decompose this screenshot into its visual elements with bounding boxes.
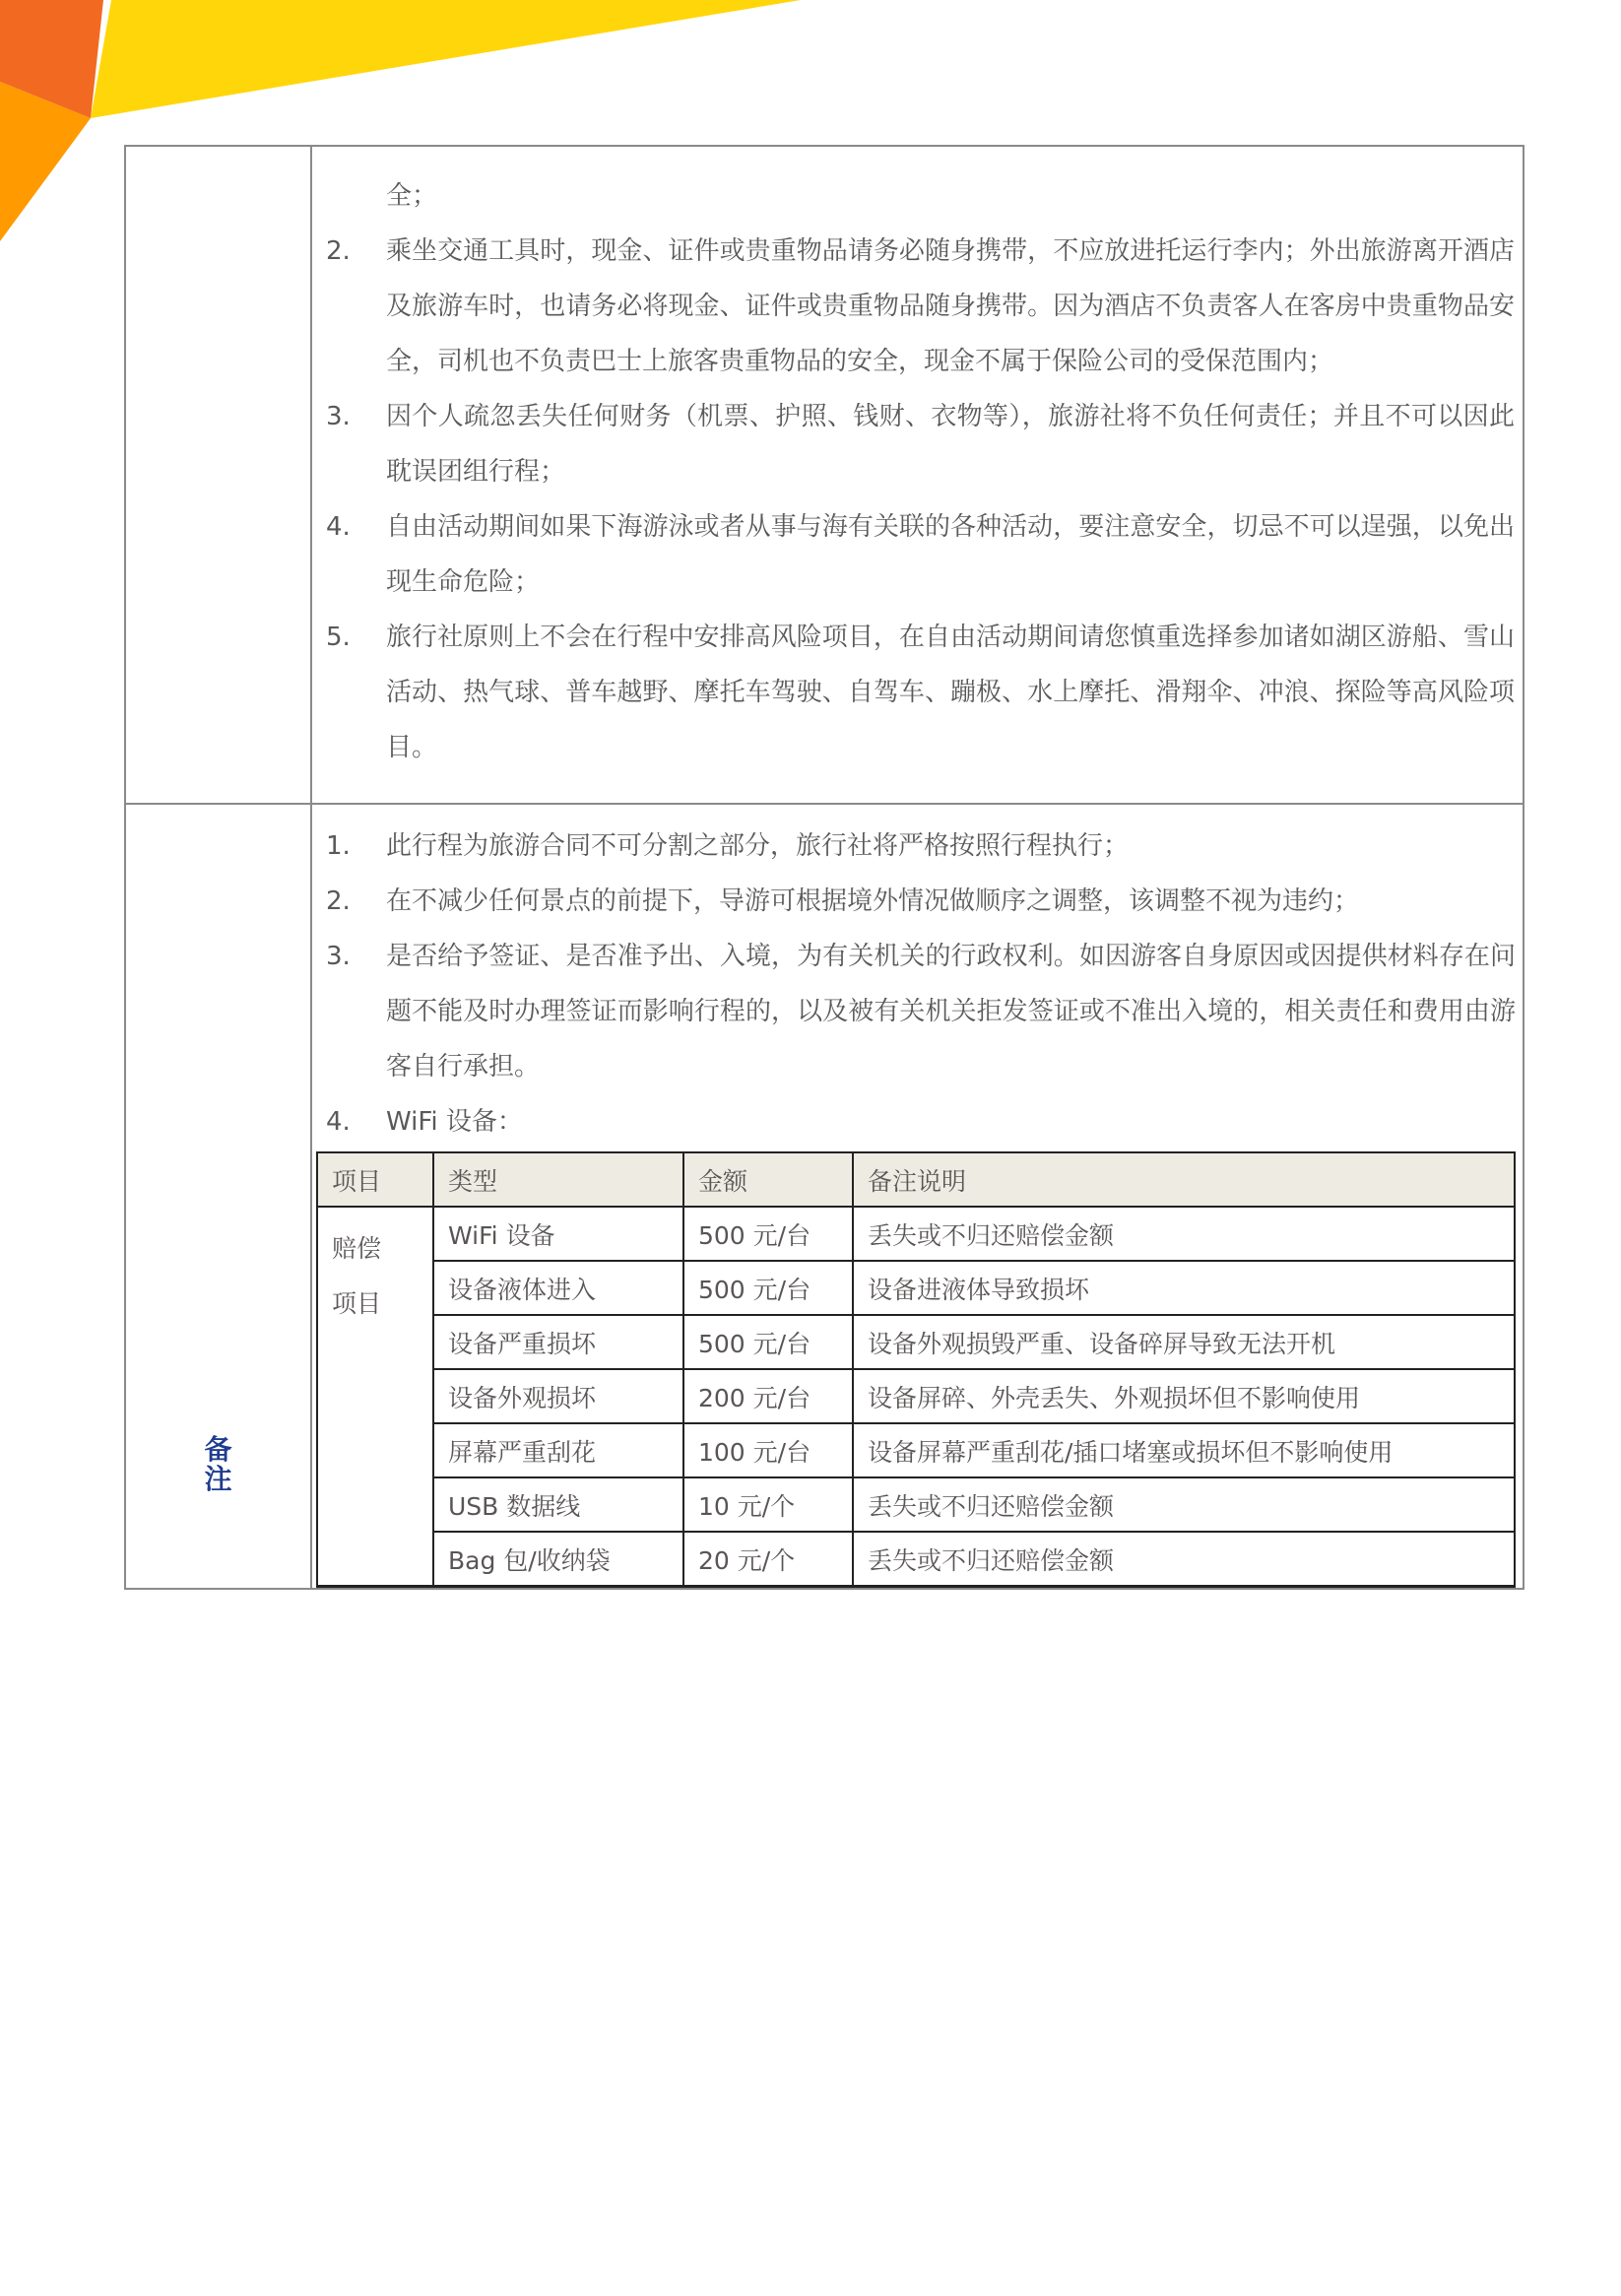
type-cell: USB 数据线 [433,1477,683,1532]
safety-item [312,610,1515,775]
item-number: 2. [326,236,351,266]
remarks-item [312,929,1516,1094]
remarks-label-cell [126,805,312,1588]
remarks-label [126,1435,310,1494]
amount-cell: 500 元/台 [683,1315,853,1369]
category-text: 项目 [332,1289,382,1318]
item-number: 5. [326,623,351,652]
item-number: 3. [326,942,351,971]
amount-cell: 10 元/个 [683,1477,853,1532]
safety-item [312,499,1515,610]
remarks-content [312,805,1524,1588]
amount-cell: 100 元/台 [683,1423,853,1477]
note-cell: 丢失或不归还赔偿金额 [853,1477,1515,1532]
note-cell: 丢失或不归还赔偿金额 [853,1532,1515,1587]
table-row [317,1532,1515,1587]
item-number: 4. [326,512,351,542]
header-note: 备注说明 [853,1152,1515,1207]
category-cell [317,1207,433,1587]
remarks-label-char: 注 [204,1463,232,1495]
type-cell: 设备液体进入 [433,1261,683,1315]
item-text: 乘坐交通工具时，现金、证件或贵重物品请务必随身携带，不应放进托运行李内；外出旅游离开酒店及旅游车时，也请务必将现金、证件或贵重物品随身携带。因为酒店不负责客人在客房中贵重物品安全，司机也不负责巴士上旅客贵重物品的安全，现金不属于保险公司的受保范围内； [386,236,1515,376]
type-cell: 设备外观损坏 [433,1369,683,1423]
safety-item [312,224,1515,389]
item-text: WiFi 设备： [386,1107,523,1137]
item-text: 自由活动期间如果下海游泳或者从事与海有关联的各种活动，要注意安全，切忌不可以逞强，以免出现生命危险； [386,512,1515,597]
type-cell: 设备严重损坏 [433,1315,683,1369]
item-number: 2. [326,886,351,916]
item-text: 此行程为旅游合同不可分割之部分，旅行社将严格按照行程执行； [386,831,1130,861]
remarks-item [312,874,1516,929]
safety-item [312,389,1515,499]
remarks-row [126,803,1523,1588]
item-text: 因个人疏忽丢失任何财务（机票、护照、钱财、衣物等），旅游社将不负任何责任；并且不可以因此耽误团组行程； [386,402,1515,487]
type-cell: WiFi 设备 [433,1207,683,1261]
table-row [317,1477,1515,1532]
remarks-label-char: 备 [204,1433,232,1466]
table-row [317,1207,1515,1261]
category-text: 赔偿 [332,1234,382,1263]
continuation-text: 全； [386,181,438,211]
itinerary-notes-table [124,145,1524,1590]
amount-cell: 500 元/台 [683,1207,853,1261]
table-row [317,1423,1515,1477]
type-cell: Bag 包/收纳袋 [433,1532,683,1587]
wifi-compensation-table [316,1151,1516,1588]
item-number: 3. [326,402,351,431]
header-amount: 金额 [683,1152,853,1207]
item-text: 旅行社原则上不会在行程中安排高风险项目，在自由活动期间请您慎重选择参加诸如湖区游船、雪山活动、热气球、普车越野、摩托车驾驶、自驾车、蹦极、水上摩托、滑翔伞、冲浪、探险等高风险项目。 [386,623,1515,762]
note-cell: 设备外观损毁严重、设备碎屏导致无法开机 [853,1315,1515,1369]
table-header-row [317,1152,1515,1207]
amount-cell: 200 元/台 [683,1369,853,1423]
note-cell: 丢失或不归还赔偿金额 [853,1207,1515,1261]
note-cell: 设备屏碎、外壳丢失、外观损坏但不影响使用 [853,1369,1515,1423]
amount-cell: 500 元/台 [683,1261,853,1315]
table-row [317,1315,1515,1369]
remarks-item [312,819,1516,874]
safety-label-cell [126,147,312,803]
note-cell: 设备屏幕严重刮花/插口堵塞或损坏但不影响使用 [853,1423,1515,1477]
item-text: 是否给予签证、是否准予出、入境，为有关机关的行政权利。如因游客自身原因或因提供材料存在问题不能及时办理签证而影响行程的，以及被有关机关拒发签证或不准出入境的，相关责任和费用由游客自行承担。 [386,942,1516,1082]
item-number: 1. [326,831,351,861]
note-cell: 设备进液体导致损坏 [853,1261,1515,1315]
amount-cell: 20 元/个 [683,1532,853,1587]
table-row [317,1369,1515,1423]
item-text: 在不减少任何景点的前提下，导游可根据境外情况做顺序之调整，该调整不视为违约； [386,886,1360,916]
type-cell: 屏幕严重刮花 [433,1423,683,1477]
header-item: 项目 [317,1152,433,1207]
item-number: 4. [326,1107,351,1137]
safety-notes-content [312,147,1523,803]
safety-notes-row [126,147,1523,803]
header-type: 类型 [433,1152,683,1207]
remarks-item [312,1094,1516,1149]
yellow-band-shape [91,0,801,118]
table-row [317,1261,1515,1315]
